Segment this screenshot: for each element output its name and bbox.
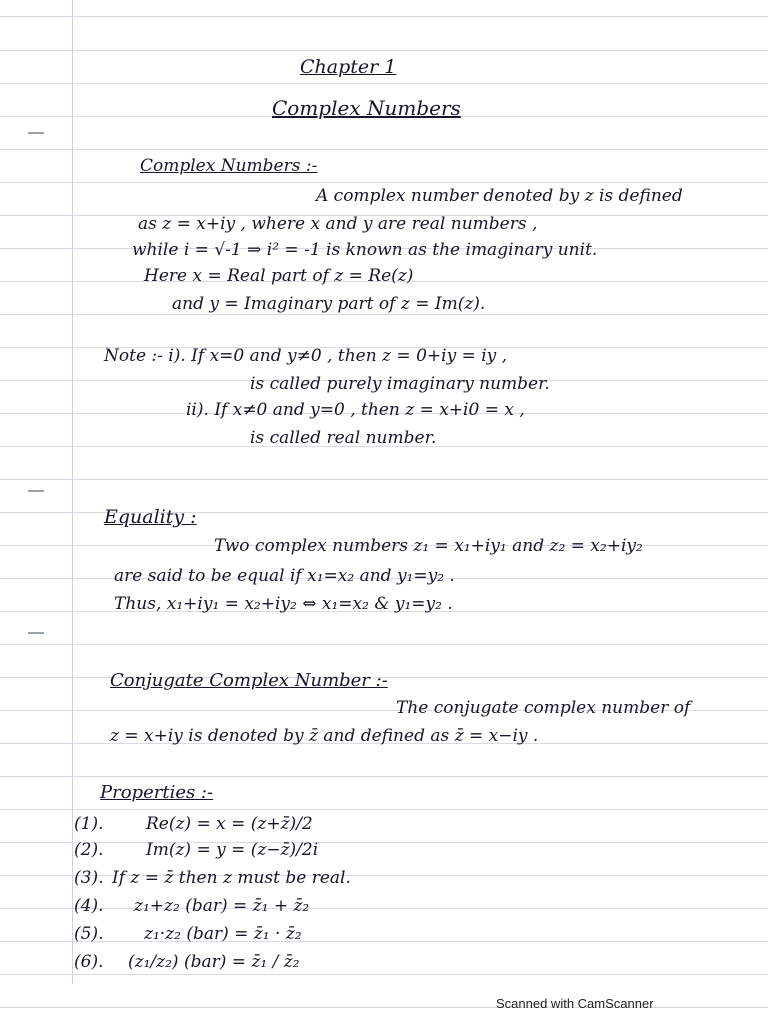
section-heading-equality: Equality : xyxy=(104,506,197,528)
property-text: z₁+z₂ (bar) = z̄₁ + z̄₂ xyxy=(134,896,310,916)
text-line: z = x+iy is denoted by z̄ and defined as z̄ = x−iy . xyxy=(110,726,539,746)
property-number: (5). xyxy=(74,924,104,944)
binding-mark xyxy=(28,490,44,492)
text-line: Thus, x₁+iy₁ = x₂+iy₂ ⇔ x₁=x₂ & y₁=y₂ . xyxy=(114,594,453,614)
text-line: The conjugate complex number of xyxy=(396,698,691,718)
property-text: Re(z) = x = (z+z̄)/2 xyxy=(146,814,313,834)
property-number: (6). xyxy=(74,952,104,972)
property-number: (1). xyxy=(74,814,104,834)
section-heading-conjugate: Conjugate Complex Number :- xyxy=(110,670,388,691)
scanner-watermark: Scanned with CamScanner xyxy=(496,996,654,1011)
property-number: (3). xyxy=(74,868,104,888)
property-text: z₁·z₂ (bar) = z̄₁ · z̄₂ xyxy=(144,924,302,944)
chapter-label: Chapter 1 xyxy=(300,56,397,78)
note-line: is called real number. xyxy=(250,428,437,448)
binding-mark xyxy=(28,132,44,134)
margin-line xyxy=(72,0,73,984)
text-line: Here x = Real part of z = Re(z) xyxy=(144,266,414,286)
note-line: is called purely imaginary number. xyxy=(250,374,550,394)
property-number: (4). xyxy=(74,896,104,916)
text-line: and y = Imaginary part of z = Im(z). xyxy=(172,294,486,314)
text-line: are said to be equal if x₁=x₂ and y₁=y₂ . xyxy=(114,566,455,586)
section-heading-properties: Properties :- xyxy=(100,782,214,803)
property-text: (z₁/z₂) (bar) = z̄₁ / z̄₂ xyxy=(128,952,300,972)
page-title: Complex Numbers xyxy=(272,96,461,120)
binding-mark xyxy=(28,632,44,634)
property-text: If z = z̄ then z must be real. xyxy=(112,868,351,888)
text-line: as z = x+iy , where x and y are real numbers , xyxy=(138,214,538,234)
text-line: A complex number denoted by z is defined xyxy=(316,186,683,206)
text-line: Two complex numbers z₁ = x₁+iy₁ and z₂ = x₂+iy₂ xyxy=(214,536,643,556)
text-line: while i = √-1 ⇒ i² = -1 is known as the imaginary unit. xyxy=(132,240,598,260)
property-number: (2). xyxy=(74,840,104,860)
section-heading-complex-numbers: Complex Numbers :- xyxy=(140,156,318,176)
note-line: Note :- i). If x=0 and y≠0 , then z = 0+iy = iy , xyxy=(104,346,508,366)
note-line: ii). If x≠0 and y=0 , then z = x+i0 = x , xyxy=(186,400,525,420)
property-text: Im(z) = y = (z−z̄)/2i xyxy=(146,840,319,860)
